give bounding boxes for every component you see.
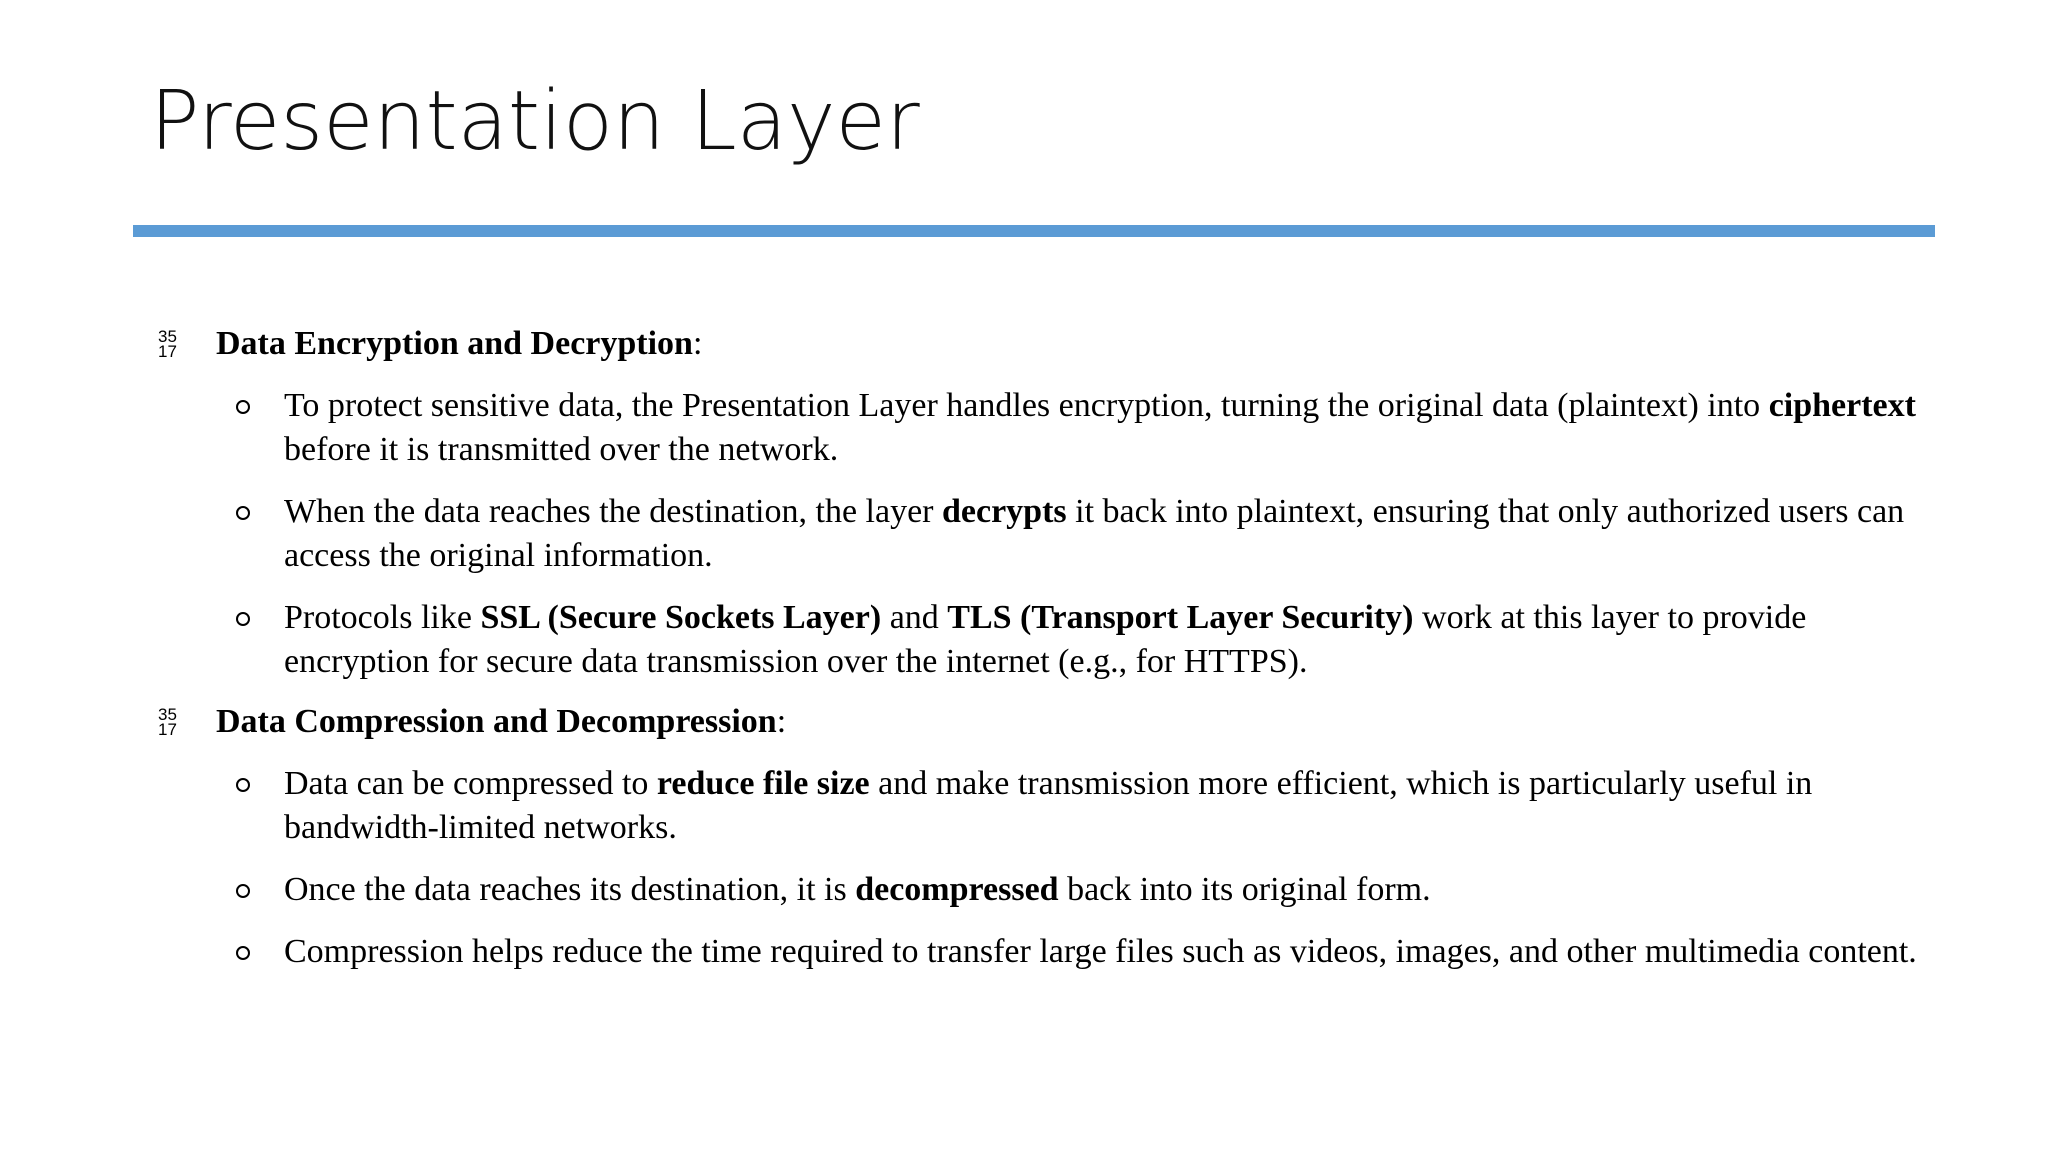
hollow-circle-bullet-icon (236, 946, 250, 960)
bullet-glyph-top: 35 (158, 705, 177, 724)
section-heading-encryption (158, 320, 702, 368)
text-run: it back into plaintext, ensuring that only authorized users can access the original information. (284, 493, 1905, 574)
bullet-glyph-bottom: 17 (158, 342, 177, 361)
text-run: Data can be compressed to (284, 765, 657, 802)
hollow-circle-bullet-icon (236, 612, 250, 626)
list-item-text (284, 490, 1924, 578)
text-run-bold: ciphertext (1768, 387, 1916, 424)
list-item-text (284, 384, 1924, 472)
section-heading-text (216, 325, 702, 363)
text-run-bold: decrypts (942, 493, 1067, 530)
text-run-bold: TLS (Transport Layer Security) (947, 599, 1414, 636)
list-item-text (284, 596, 1924, 684)
section-heading-colon: : (776, 703, 787, 740)
list-item-text (284, 930, 1924, 974)
text-run-bold: reduce file size (656, 765, 870, 802)
text-run: back into its original form. (1058, 871, 1431, 908)
bullet-glyph-bottom: 17 (158, 720, 177, 739)
text-run-bold: SSL (Secure Sockets Layer) (480, 599, 882, 636)
section-heading-compression (158, 698, 786, 746)
bullet-glyph-top: 35 (158, 327, 177, 346)
text-run: To protect sensitive data, the Presentation Layer handles encryption, turning the original data (plaintext) into (284, 387, 1769, 424)
hollow-circle-bullet-icon (236, 400, 250, 414)
text-run: Once the data reaches its destination, it is (284, 871, 856, 908)
text-run-bold: decompressed (855, 871, 1059, 908)
text-run: When the data reaches the destination, the layer (284, 493, 942, 530)
text-run: before it is transmitted over the network. (284, 431, 839, 468)
section-heading-colon: : (692, 325, 703, 362)
text-run: and (881, 599, 948, 636)
list-item-text (284, 868, 1924, 912)
bullet-glyph (158, 707, 188, 737)
section-heading-label: Data Encryption and Decryption (216, 325, 693, 362)
bullet-glyph (158, 329, 188, 359)
section-heading-text (216, 703, 786, 741)
text-run: and make transmission more efficient, which is particularly useful in bandwidth-limited networks. (284, 765, 1813, 846)
text-run: Protocols like (284, 599, 481, 636)
hollow-circle-bullet-icon (236, 884, 250, 898)
text-run: work at this layer to provide encryption for secure data transmission over the internet (e.g., for HTTPS). (284, 599, 1807, 680)
slide-title: Presentation Layer (150, 74, 920, 169)
hollow-circle-bullet-icon (236, 778, 250, 792)
text-run: Compression helps reduce the time required to transfer large files such as videos, images, and other multimedia content. (284, 933, 1917, 970)
list-item-text (284, 762, 1924, 850)
hollow-circle-bullet-icon (236, 506, 250, 520)
section-heading-label: Data Compression and Decompression (216, 703, 777, 740)
